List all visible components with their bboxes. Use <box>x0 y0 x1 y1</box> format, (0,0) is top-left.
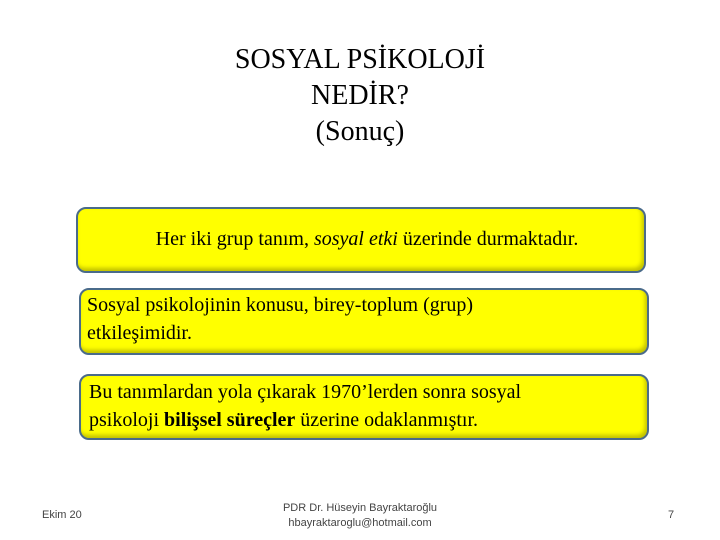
footer-author <box>250 501 470 531</box>
conclusion-box-3 <box>79 374 649 440</box>
title-line-2: NEDİR? <box>311 80 409 111</box>
title-line-3: (Sonuç) <box>315 116 405 147</box>
box-3-line-1: Bu tanımlardan yola çıkarak 1970’lerden sonra sosyal <box>89 381 522 403</box>
footer-author-name: PDR Dr. Hüseyin Bayraktaroğlu <box>282 502 438 514</box>
box-2-line-2: etkileşimidir. <box>87 322 192 344</box>
conclusion-box-1 <box>76 207 646 273</box>
box-1-text-after: üzerinde durmaktadır. <box>397 228 579 250</box>
box-3-line-2 <box>89 406 635 434</box>
footer-date: Ekim 20 <box>42 509 82 521</box>
slide-title <box>140 42 580 150</box>
box-3-text-after: üzerine odaklanmıştır. <box>295 409 479 431</box>
box-1-emphasis: sosyal etki <box>313 228 398 250</box>
page-number: 7 <box>668 509 675 521</box>
box-2-line-1: Sosyal psikolojinin konusu, birey-toplum (grup) <box>87 294 474 316</box>
box-3-text-before: psikoloji <box>89 409 165 431</box>
footer-author-email: hbayraktaroglu@hotmail.com <box>288 517 432 529</box>
box-1-text-before: Her iki grup tanım, <box>155 228 314 250</box>
conclusion-box-2 <box>79 288 649 355</box>
title-line-1: SOSYAL PSİKOLOJİ <box>234 44 486 75</box>
box-3-emphasis: bilişsel süreçler <box>164 409 296 431</box>
